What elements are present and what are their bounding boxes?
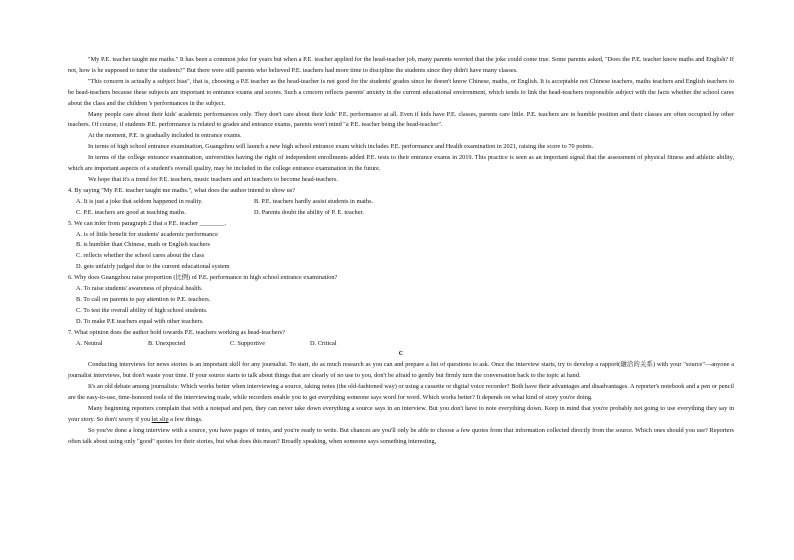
passage-b-paragraph-2: "This concern is actually a subject bias", that is, choosing a P.E teacher as the head-teacher is not good for the students' grades since he doesn't know Chinese, maths, or English. It is acceptable not Chinese teachers, maths teachers and English teachers to be head-teachers because these subjects are important to entrance exams and scores. Such a concern reflects parents' anxiety in the current educational environment, which tends to link the head-teachers responsible subject with the facts whether the school cares about the class and the children 's performances in the subject. [68,77,734,107]
passage-b-paragraph-4: At the moment, P.E. is gradually included in entrance exams. [88,132,242,140]
question-5-option-a[interactable]: A. is of little benefit for students' academic performance [76,230,218,238]
question-6-option-d[interactable]: D. To make P.E teachers equal with other teachers. [76,317,204,325]
passage-c-paragraph-2: It's an old debate among journalists: Which works better when interviewing a source, taking notes (the old-fashioned way) or using a cassette or digital voice recorder? Both have their advantages and disadvantages. A reporter's notebook and a pen or pencil are the easy-to-use, time-honored tools of the interviewing trade, while recorders enable you to get everything someone says word for word. Which works better? It depends on what kind of story you're doing. [68,383,734,402]
question-4-option-c[interactable]: C. P.E. teachers are good at teaching maths. [76,208,186,216]
question-5-option-c[interactable]: C. reflects whether the school cares about the class [76,252,205,260]
passage-c-paragraph-4: So you've done a long interview with a source, you have pages of notes, and you're ready to write. But chances are you'll only be able to choose a few quotes from that information collected directly from the source. Which ones should you use? Reporters often talk about using only "good" quotes for their stories, but what does this mean? Broadly speaking, when someone says something interesting, [68,426,734,445]
question-6-option-b[interactable]: B. To call on parents to pay attention to P.E. teachers. [76,295,211,303]
question-7-options-row [68,339,734,350]
question-6-option-a[interactable]: A. To raise students' awareness of physical health. [76,285,203,293]
question-7-option-b[interactable]: B. Unexpected [148,339,186,347]
question-4-options-row-2 [68,208,734,219]
question-5-option-b[interactable]: B. is humbler than Chinese, math or English teachers [76,241,210,249]
passage-c-heading: C [398,350,404,358]
passage-b-paragraph-5: In terms of high school entrance examination, Guangzhou will launch a new high school entrance exam which includes P.E. performance and Health examination in 2021, raising the score to 70 points. [88,143,594,151]
passage-c-paragraph-3-text-before: Many beginning reporters complain that with a notepad and pen, they can never take down everything a source says in an interview. But you don't have to note everything down. Keep in mind that you're probably not going to use everything they say in your story. So don't worry if you [68,405,734,423]
question-4-option-b[interactable]: B. P.E. teachers hardly assist students in maths. [254,197,374,205]
question-6-option-c[interactable]: C. To test the overall ability of high school students. [76,306,208,314]
passage-b-paragraph-1: "My P.E. teacher taught me maths." It has been a common joke for years but when a P.E. teacher applied for the head-teacher job, many parents worried that the joke could come true. Some parents asked, "Does the P.E. teacher know maths and English? If not, how is he supposed to tutor the students?" But there were still parents who believed P.E. teachers had more time to discipline the students since they didn't have many classes. [68,56,734,74]
question-4-options-row-1 [68,197,734,208]
question-4-option-d[interactable]: D. Parents doubt the ability of P. E. teacher. [254,208,364,216]
question-7-option-d[interactable]: D. Critical [310,339,337,347]
underlined-phrase: let slip [151,415,169,423]
passage-b-paragraph-6: In terms of the college entrance examination, universities having the right of independent enrollments added P.E. tests to their entrance exams in 2019. This practice is seen as an important signal that the assessment of physical fitness and athletic ability, which are important aspects of a student's overall quality, may be included in the college entrance examination in the future. [68,154,734,173]
question-4-stem: 4. By saying "My P.E. teacher taught me maths.", what does the author intend to show us? [68,186,296,194]
passage-b-paragraph-7: We hope that it's a trend for P.E. teachers, music teachers and art teachers to become head-teachers. [88,175,338,183]
question-7-option-a[interactable]: A. Neutral [76,339,103,347]
question-6-stem: 6. Why does Guangzhou raise proportion (比例) of P.E. performance in high school entrance examination? [68,274,338,282]
passage-c-paragraph-3 [68,404,734,426]
passage-c-paragraph-1: Conducting interviews for news stories is an important skill for any journalist. To start, do as much research as you can and prepare a list of questions to ask. Once the interview starts, try to develop a rapport(融洽的关系) with your "source"—anyone a journalist interviews, but don't waste your time. If your source starts to talk about things that are clearly of no use to you, don't be afraid to gently but firmly turn the conversation back to the topic at hand. [68,361,734,380]
passage-b-paragraph-3: Many people care about their kids' academic performances only. They don't care about their kids' P.E. performance at all. Even if kids have P.E. classes, parents care little. P.E. teachers are in humble position and their classes are often occupied by other teachers. Of course, if students P.E. performance is related to grades and entrance exams, parents won't mind "a P.E. teacher being the head-teacher". [68,110,734,129]
question-4-option-a[interactable]: A. It is just a joke that seldom happened in reality. [76,197,203,205]
question-7-stem: 7. What opinion does the author hold towards P.E. teachers working as head-teachers? [68,328,285,336]
passage-c-paragraph-3-text-after: a few things. [168,415,203,423]
question-5-stem: 5. We can infer from paragraph 2 that a P.E. teacher ________. [68,219,227,227]
question-5-option-d[interactable]: D. gets unfairly judged due to the current educational system [76,263,230,271]
question-7-option-c[interactable]: C. Supportive [230,339,265,347]
